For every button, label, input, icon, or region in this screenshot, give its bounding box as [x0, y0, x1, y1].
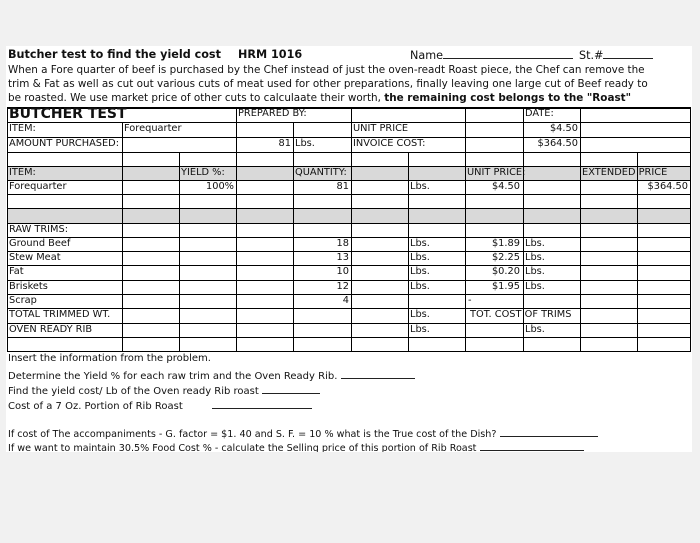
trim-qty: 4: [342, 295, 349, 306]
trim-price: $1.95: [491, 281, 520, 292]
answer-blank[interactable]: [500, 426, 598, 437]
item-label: ITEM:: [9, 123, 36, 134]
grid-line: [7, 223, 691, 224]
invoice-cost-label: INVOICE COST:: [353, 138, 426, 149]
grid-line: [523, 107, 524, 152]
total-trimmed-label: TOTAL TRIMMED WT.: [9, 309, 111, 320]
amount-purchased-qty: 81: [278, 138, 291, 149]
grid-line: [236, 107, 237, 152]
trim-price: $1.89: [491, 238, 520, 249]
main-extended-price: $364.50: [647, 181, 688, 192]
intro-line-3-text: be roasted. We use market price of other cuts to calculaate their worth,: [8, 92, 385, 104]
trim-name: Ground Beef: [9, 238, 71, 249]
course-code: HRM 1016: [238, 48, 303, 61]
grid-line: [7, 351, 691, 352]
scrap-price-mark: -: [468, 295, 472, 306]
trim-price: $2.25: [491, 252, 520, 263]
separator-band: [8, 208, 690, 223]
trim-name: Stew Meat: [9, 252, 61, 263]
trim-name: Briskets: [9, 281, 48, 292]
grid-line: [7, 251, 691, 252]
answer-blank[interactable]: [212, 398, 312, 409]
answer-blank[interactable]: [341, 368, 415, 379]
grid-line: [465, 107, 466, 152]
question-yield-cost: Find the yield cost/ Lb of the Oven ready Rib roast: [8, 383, 320, 397]
total-cost-of-trims-label: TOT. COST OF TRIMS: [470, 309, 572, 320]
answer-blank[interactable]: [262, 383, 320, 394]
trim-unit: Lbs.: [410, 252, 430, 263]
col-header-item: ITEM:: [9, 167, 36, 178]
sheet-title: BUTCHER TEST: [9, 106, 127, 122]
amount-purchased-unit: Lbs.: [295, 138, 315, 149]
grid-line: [7, 265, 691, 266]
grid-line: [7, 323, 691, 324]
intro-line-2: trim & Fat as well as cut out various cuts of meat used for other preparations, finally leaving one large cut of Beef ready to: [8, 78, 648, 90]
grid-line: [351, 152, 352, 351]
col-header-extended-price: EXTENDED PRICE: [582, 167, 668, 178]
worksheet-page: [6, 46, 692, 452]
trim-price-unit: Lbs.: [525, 238, 545, 249]
grid-line: [7, 122, 691, 123]
col-header-quantity: QUANTITY:: [295, 167, 347, 178]
grid-line: [351, 107, 352, 152]
question-instructions: Insert the information from the problem.: [8, 353, 211, 364]
main-unit-price: $4.50: [491, 181, 520, 192]
oven-ready-rib-cost-unit: Lbs.: [525, 324, 545, 335]
trim-name: Scrap: [9, 295, 37, 306]
grid-line: [465, 152, 466, 351]
trim-qty: 10: [336, 266, 349, 277]
trim-qty: 12: [336, 281, 349, 292]
col-header-yield: YIELD %:: [181, 167, 225, 178]
trim-unit: Lbs.: [410, 266, 430, 277]
grid-line: [293, 122, 294, 152]
question-yield-percent: Determine the Yield % for each raw trim and the Oven Ready Rib.: [8, 368, 415, 382]
intro-line-1: When a Fore quarter of beef is purchased by the Chef instead of just the oven-readt Roast piece, the Chef can remove the: [8, 64, 645, 76]
main-quantity: 81: [336, 181, 349, 192]
main-item: Forequarter: [9, 181, 67, 192]
grid-line: [7, 280, 691, 281]
grid-line: [7, 107, 8, 352]
item-value: Forequarter: [124, 123, 182, 134]
trim-qty: 18: [336, 238, 349, 249]
grid-line: [7, 194, 691, 195]
trim-unit: Lbs.: [410, 238, 430, 249]
trim-name: Fat: [9, 266, 24, 277]
grid-line: [7, 208, 691, 209]
trim-price-unit: Lbs.: [525, 266, 545, 277]
student-number-label: St.#: [579, 49, 604, 62]
name-label: Name: [410, 49, 444, 62]
grid-line: [122, 122, 123, 152]
grid-line: [293, 152, 294, 351]
grid-line: [690, 107, 691, 352]
worksheet-title: Butcher test to find the yield cost: [8, 48, 221, 61]
trim-qty: 13: [336, 252, 349, 263]
amount-purchased-label: AMOUNT PURCHASED:: [9, 138, 120, 149]
grid-line: [7, 152, 691, 153]
unit-price-value: $4.50: [549, 123, 578, 134]
grid-line: [523, 152, 524, 351]
grid-line: [122, 152, 123, 351]
trim-price-unit: Lbs.: [525, 252, 545, 263]
intro-line-3-emphasis: the remaining cost belongs to the "Roast": [384, 92, 632, 104]
answer-blank[interactable]: [480, 440, 584, 451]
date-label: DATE:: [525, 108, 554, 119]
grid-line: [7, 237, 691, 238]
grid-line: [408, 152, 409, 351]
main-yield: 100%: [205, 181, 234, 192]
col-header-unit-price: UNIT PRICE:: [467, 167, 526, 178]
total-trimmed-unit: Lbs.: [410, 309, 430, 320]
grid-line: [7, 337, 691, 338]
invoice-cost-value: $364.50: [537, 138, 578, 149]
trim-price: $0.20: [491, 266, 520, 277]
question-portion-cost: Cost of a 7 Oz. Portion of Rib Roast: [8, 398, 312, 412]
main-unit: Lbs.: [410, 181, 430, 192]
question-selling-price: If we want to maintain 30.5% Food Cost % - calculate the Selling price of this portion of Rib Roast: [8, 440, 584, 452]
raw-trims-label: RAW TRIMS:: [9, 224, 69, 235]
grid-line: [7, 294, 691, 295]
grid-line: [236, 152, 237, 351]
grid-line: [580, 107, 581, 152]
grid-line: [580, 152, 581, 351]
question-true-cost: If cost of The accompaniments - G. factor = $1. 40 and S. F. = 10 % what is the True cost of the Dish?: [8, 426, 598, 440]
oven-ready-rib-label: OVEN READY RIB: [9, 324, 93, 335]
unit-price-label: UNIT PRICE: [353, 123, 409, 134]
oven-ready-rib-unit: Lbs.: [410, 324, 430, 335]
prepared-by-label: PREPARED BY:: [238, 108, 307, 119]
trim-price-unit: Lbs.: [525, 281, 545, 292]
grid-line: [179, 152, 180, 351]
trim-unit: Lbs.: [410, 281, 430, 292]
